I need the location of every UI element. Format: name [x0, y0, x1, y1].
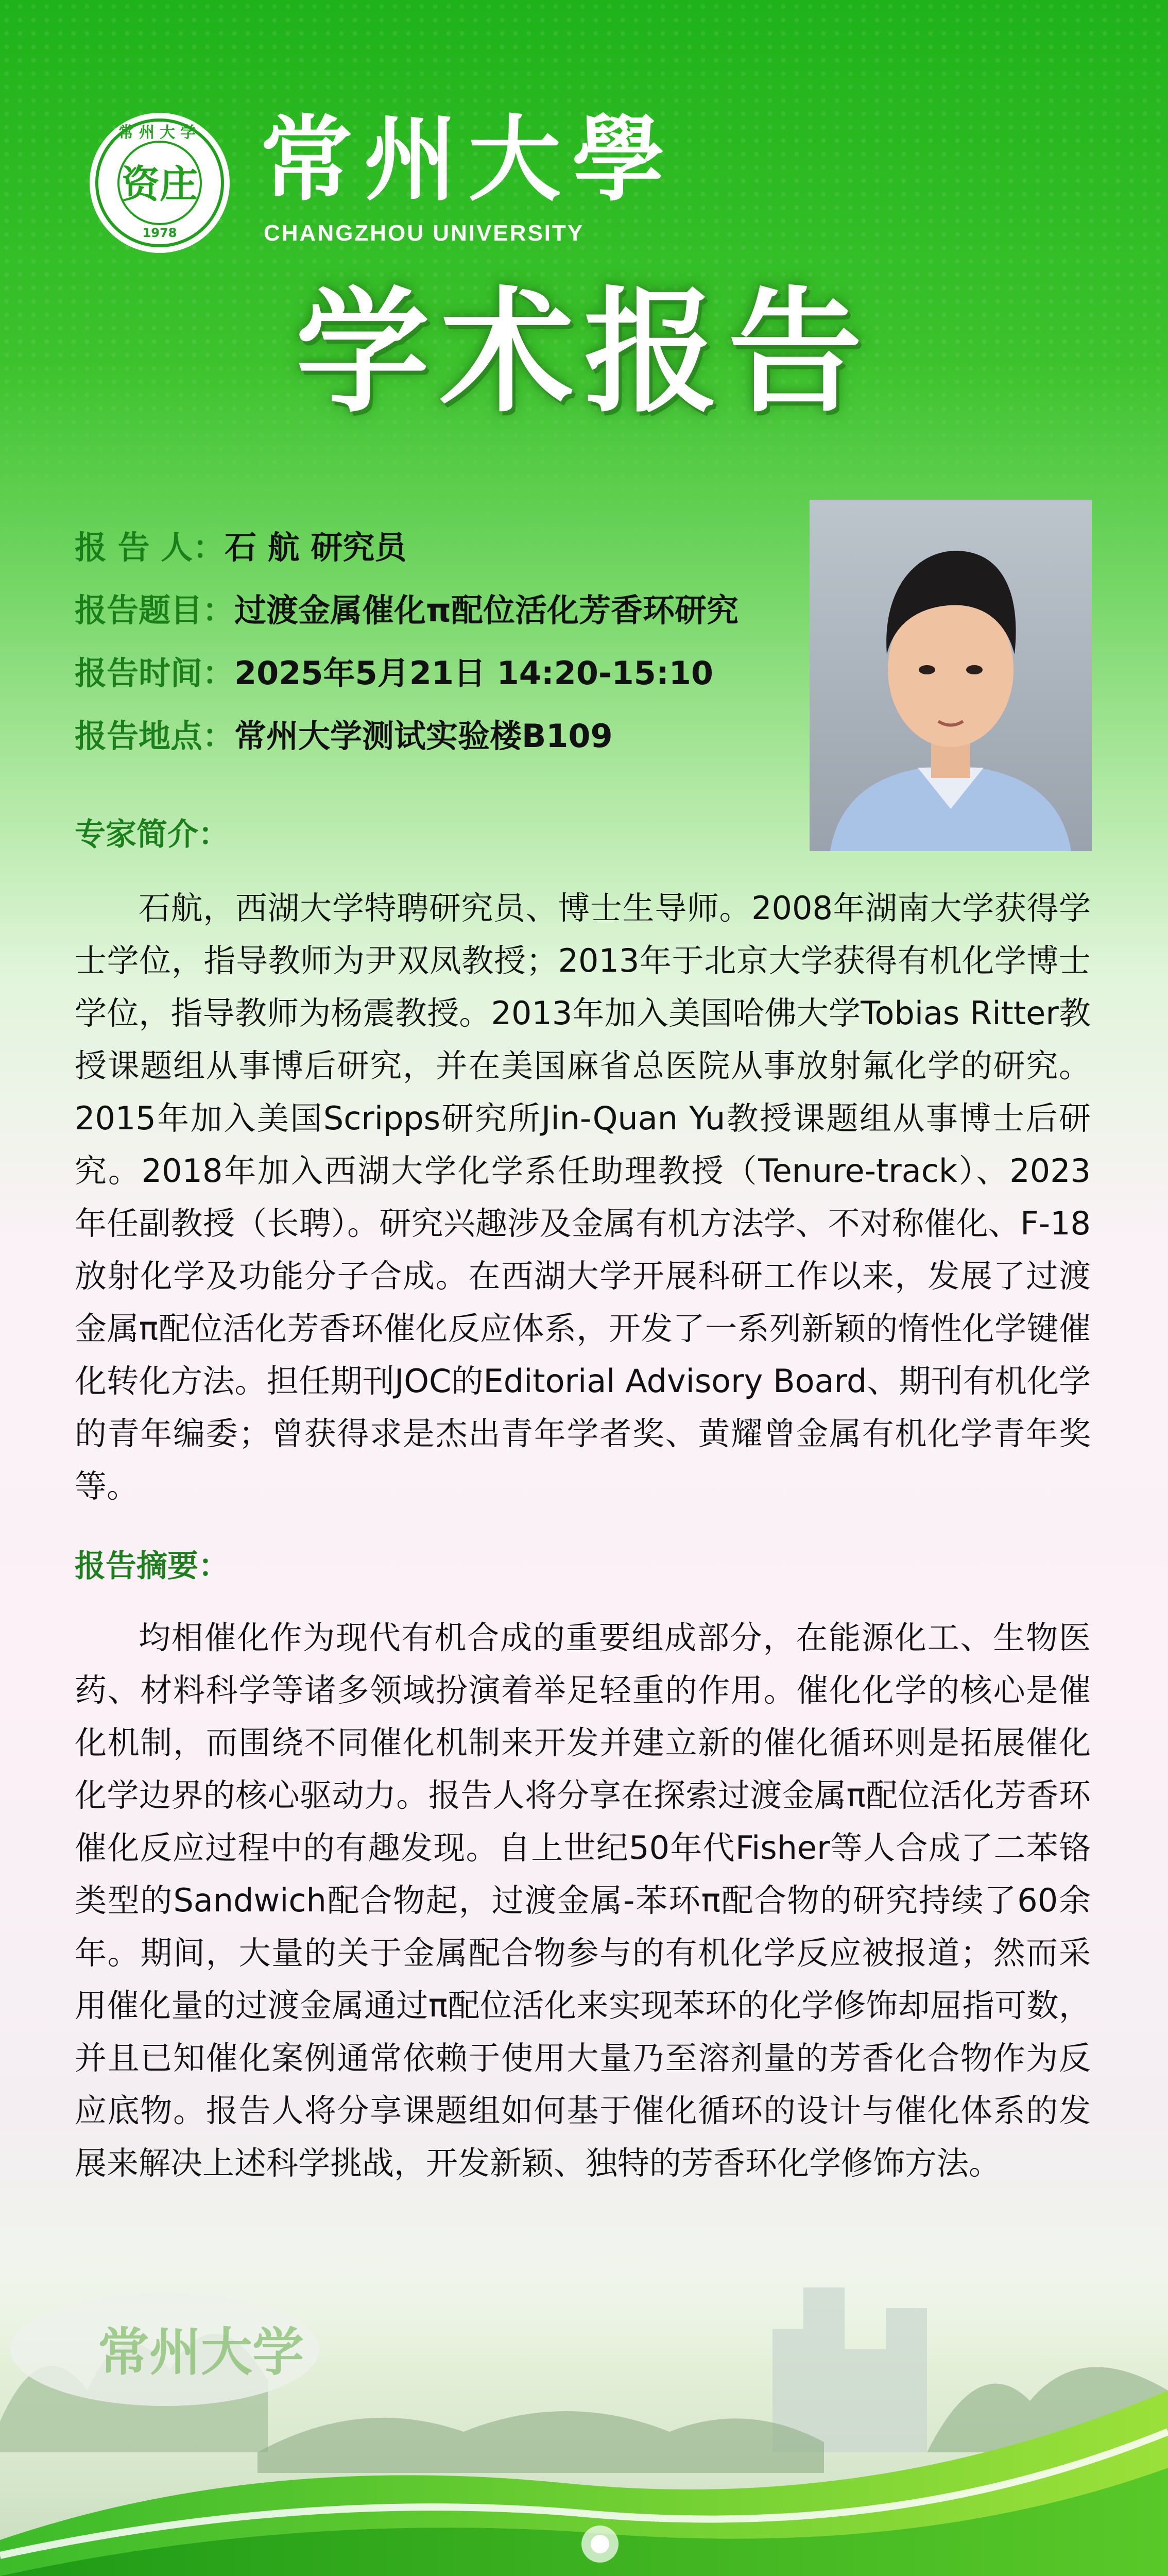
info-topic — [75, 591, 739, 629]
info-value: 石 航 研究员 — [225, 529, 407, 566]
info-label: 报告时间： — [75, 654, 235, 692]
poster-title: 学术报告 — [296, 275, 872, 431]
info-label: 报告地点： — [75, 717, 235, 755]
bio-text: 石航，西湖大学特聘研究员、博士生导师。2008年湖南大学获得学士学位，指导教师为尹双凤教授；2013年于北京大学获得有机化学博士学位，指导教师为杨震教授。2013年加入美国哈佛大学Tobias Ritter教授课题组从事博后研究，并在美国麻省总医院从事放射氟化学的研究。2015年加入美国Scripps研究所Jin-Quan Yu教授课题组从事博士后研究。2018年加入西湖大学化学系任助理教授（Tenure-track）、2023年任副教授（长聘）。研究兴趣涉及金属有机方法学、不对称催化、F-18放射化学及功能分子合成。在西湖大学开展科研工作以来，发展了过渡金属π配位活化芳香环催化反应体系，开发了一系列新颖的惰性化学键催化转化方法。担任期刊JOC的Editorial Advisory Board、期刊有机化学的青年编委；曾获得求是杰出青年学者奖、黄耀曾金属有机化学青年奖等。 — [75, 889, 1091, 1505]
abstract-heading: 报告摘要： — [75, 1548, 229, 1584]
university-name-cn: 常州大學 — [260, 105, 677, 214]
abstract-text: 均相催化作为现代有机合成的重要组成部分，在能源化工、生物医药、材料科学等诸多领域扮演着举足轻重的作用。催化化学的核心是催化机制，而围绕不同催化机制来开发并建立新的催化循环则是拓展催化化学边界的核心驱动力。报告人将分享在探索过渡金属π配位活化芳香环催化反应过程中的有趣发现。自上世纪50年代Fisher等人合成了二苯铬类型的Sandwich配合物起，过渡金属-苯环π配合物的研究持续了60余年。期间，大量的关于金属配合物参与的有机化学反应被报道；然而采用催化量的过渡金属通过π配位活化来实现苯环的化学修饰却屈指可数，并且已知催化案例通常依赖于使用大量乃至溶剂量的芳香化合物作为反应底物。报告人将分享课题组如何基于催化循环的设计与催化体系的发展来解决上述科学挑战，开发新颖、独特的芳香环化学修饰方法。 — [75, 1619, 1091, 2182]
info-value: 常州大学测试实验楼B109 — [234, 717, 613, 755]
university-name-en: CHANGZHOU UNIVERSITY — [264, 221, 585, 246]
info-value: 过渡金属催化π配位活化芳香环研究 — [234, 591, 739, 629]
emblem-center-text: 资庄 — [122, 162, 198, 207]
campus-rock-watermark: 常州大学 — [98, 2321, 304, 2382]
info-speaker — [75, 529, 407, 566]
emblem-year: 1978 — [142, 226, 177, 240]
speaker-photo — [810, 500, 1092, 851]
info-time — [75, 654, 714, 692]
university-emblem-icon — [88, 111, 232, 255]
info-label: 报 告 人： — [75, 529, 225, 566]
campus-wave-decoration — [0, 2061, 1168, 2576]
info-label: 报告题目： — [75, 591, 235, 629]
bio-heading: 专家简介： — [75, 817, 229, 853]
emblem-ring-text: 常州大学 — [118, 124, 201, 142]
info-value: 2025年5月21日 14:20-15:10 — [234, 654, 714, 692]
info-location — [75, 717, 613, 755]
speaker-portrait-icon — [810, 500, 1092, 851]
